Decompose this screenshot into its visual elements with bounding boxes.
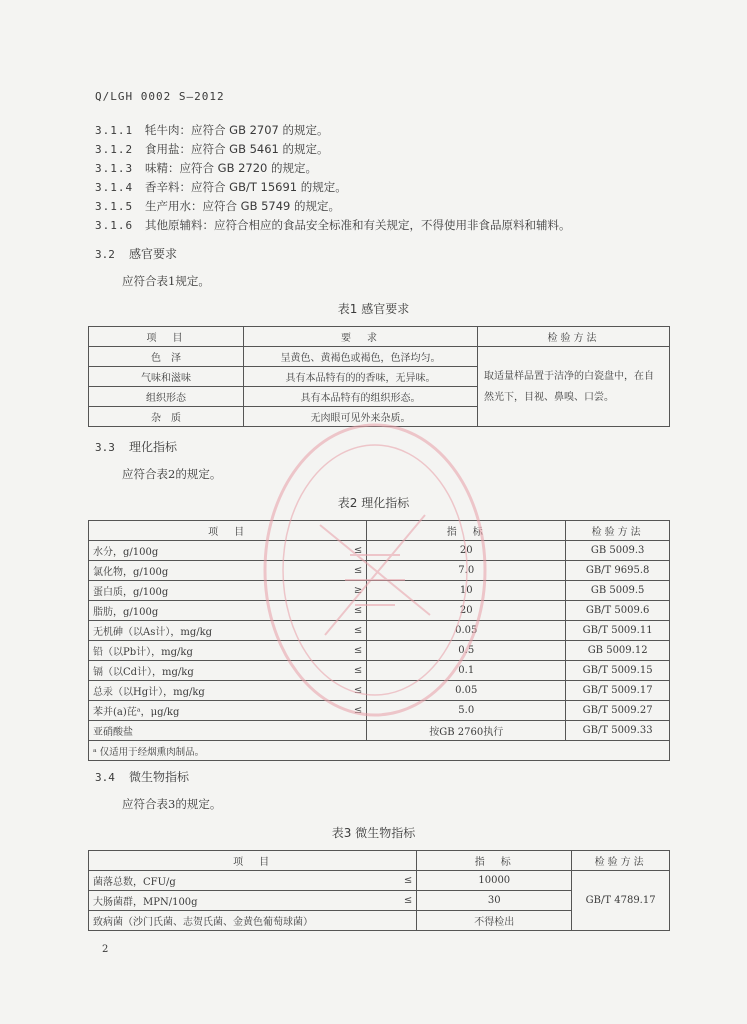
section-3-4-heading bbox=[95, 768, 189, 785]
method-cell: GB/T 5009.17 bbox=[566, 681, 670, 701]
value-cell: 5.0 bbox=[367, 701, 566, 721]
item-cell: 致病菌（沙门氏菌、志贺氏菌、金黄色葡萄球菌） bbox=[89, 911, 387, 931]
table1-caption: 表1 感官要求 bbox=[337, 302, 410, 316]
comparator-cell: ≤ bbox=[386, 871, 417, 891]
table-row bbox=[89, 347, 670, 367]
inspection-method-cell: 取适量样品置于洁净的白瓷盘中，在自然光下，目视、鼻嗅、口尝。 bbox=[478, 347, 670, 427]
clause-3-1-4 bbox=[95, 179, 347, 195]
method-cell: GB/T 9695.8 bbox=[566, 561, 670, 581]
item-cell: 菌落总数，CFU/g bbox=[89, 871, 387, 891]
table-cell: 杂 质 bbox=[89, 407, 244, 427]
clause-3-1-5 bbox=[95, 198, 340, 214]
item-cell: 蛋白质，g/100g bbox=[89, 581, 337, 601]
value-cell: 0.5 bbox=[367, 641, 566, 661]
comparator-cell: ≤ bbox=[336, 661, 367, 681]
clause-3-1-2 bbox=[95, 141, 329, 157]
item-cell: 亚硝酸盐 bbox=[89, 721, 337, 741]
clause-number: 3.1.4 bbox=[95, 181, 134, 194]
clause-text: 食用盐：应符合 GB 5461 的规定。 bbox=[145, 142, 329, 156]
clause-number: 3.1.1 bbox=[95, 124, 134, 137]
value-cell: 30 bbox=[417, 891, 572, 911]
item-cell: 苯并(a)芘ᵃ，μg/kg bbox=[89, 701, 337, 721]
table-row bbox=[89, 661, 670, 681]
table-header: 项 目 bbox=[89, 327, 244, 347]
section-title: 感官要求 bbox=[129, 247, 178, 261]
table-row bbox=[89, 871, 670, 891]
table-row bbox=[89, 561, 670, 581]
item-cell: 脂肪，g/100g bbox=[89, 601, 337, 621]
clause-number: 3.1.5 bbox=[95, 200, 134, 213]
table2-caption: 表2 理化指标 bbox=[337, 496, 410, 510]
table-cell: 组织形态 bbox=[89, 387, 244, 407]
comparator-cell bbox=[386, 911, 417, 931]
table-row bbox=[89, 601, 670, 621]
item-cell: 无机砷（以As计），mg/kg bbox=[89, 621, 337, 641]
section-number: 3.4 bbox=[95, 771, 115, 784]
value-cell: 7.0 bbox=[367, 561, 566, 581]
comparator-cell: ≤ bbox=[336, 641, 367, 661]
section-title: 理化指标 bbox=[129, 440, 178, 454]
table-header: 检验方法 bbox=[478, 327, 670, 347]
section-3-3-heading bbox=[95, 438, 177, 455]
item-cell: 水分，g/100g bbox=[89, 541, 337, 561]
table-header: 检验方法 bbox=[572, 851, 670, 871]
table-row bbox=[89, 681, 670, 701]
table-cell: 无肉眼可见外来杂质。 bbox=[244, 407, 478, 427]
clause-text: 味精：应符合 GB 2720 的规定。 bbox=[145, 161, 318, 175]
clause-text: 牦牛肉：应符合 GB 2707 的规定。 bbox=[145, 123, 329, 137]
table-cell: 气味和滋味 bbox=[89, 367, 244, 387]
section-3-3-text: 应符合表2的规定。 bbox=[122, 467, 222, 481]
item-cell: 氯化物，g/100g bbox=[89, 561, 337, 581]
comparator-cell bbox=[336, 721, 367, 741]
comparator-cell: ≤ bbox=[336, 541, 367, 561]
section-number: 3.2 bbox=[95, 248, 115, 261]
section-number: 3.3 bbox=[95, 441, 115, 454]
method-cell: GB/T 4789.17 bbox=[572, 871, 670, 931]
clause-3-1-3 bbox=[95, 160, 317, 176]
table-header: 指 标 bbox=[417, 851, 572, 871]
value-cell: 10 bbox=[367, 581, 566, 601]
value-cell: 0.05 bbox=[367, 681, 566, 701]
physicochemical-table bbox=[88, 520, 670, 761]
table-header: 项 目 bbox=[89, 851, 417, 871]
standard-number-header: Q/LGH 0002 S—2012 bbox=[95, 90, 225, 103]
item-cell: 铅（以Pb计），mg/kg bbox=[89, 641, 337, 661]
section-3-2-text: 应符合表1规定。 bbox=[122, 274, 210, 288]
item-cell: 总汞（以Hg计），mg/kg bbox=[89, 681, 337, 701]
table-header: 指 标 bbox=[367, 521, 566, 541]
comparator-cell: ≤ bbox=[336, 601, 367, 621]
comparator-cell: ≤ bbox=[336, 621, 367, 641]
value-cell: 不得检出 bbox=[417, 911, 572, 931]
value-cell: 0.05 bbox=[367, 621, 566, 641]
value-cell: 0.1 bbox=[367, 661, 566, 681]
table-row bbox=[89, 701, 670, 721]
item-cell: 大肠菌群，MPN/100g bbox=[89, 891, 387, 911]
method-cell: GB/T 5009.15 bbox=[566, 661, 670, 681]
section-3-2-heading bbox=[95, 245, 177, 262]
table-row bbox=[89, 621, 670, 641]
table-row bbox=[89, 721, 670, 741]
table-row bbox=[89, 581, 670, 601]
item-cell: 镉（以Cd计），mg/kg bbox=[89, 661, 337, 681]
method-cell: GB/T 5009.6 bbox=[566, 601, 670, 621]
value-cell: 20 bbox=[367, 601, 566, 621]
table-cell: 呈黄色、黄褐色或褐色，色泽均匀。 bbox=[244, 347, 478, 367]
table-row bbox=[89, 541, 670, 561]
comparator-cell: ≤ bbox=[336, 561, 367, 581]
value-cell: 按GB 2760执行 bbox=[367, 721, 566, 741]
table-cell: 具有本品特有的的香味，无异味。 bbox=[244, 367, 478, 387]
section-title: 微生物指标 bbox=[129, 770, 190, 784]
table-header: 项 目 bbox=[89, 521, 367, 541]
clause-text: 生产用水：应符合 GB 5749 的规定。 bbox=[145, 199, 341, 213]
table-header: 要 求 bbox=[244, 327, 478, 347]
microbial-table bbox=[88, 850, 670, 931]
page-number: 2 bbox=[102, 944, 109, 955]
method-cell: GB 5009.5 bbox=[566, 581, 670, 601]
table3-caption: 表3 微生物指标 bbox=[331, 826, 416, 840]
clause-text: 其他原辅料：应符合相应的食品安全标准和有关规定，不得使用非食品原料和辅料。 bbox=[145, 218, 571, 232]
clause-number: 3.1.2 bbox=[95, 143, 134, 156]
comparator-cell: ≥ bbox=[336, 581, 367, 601]
method-cell: GB 5009.3 bbox=[566, 541, 670, 561]
table-cell: 具有本品特有的组织形态。 bbox=[244, 387, 478, 407]
method-cell: GB/T 5009.11 bbox=[566, 621, 670, 641]
value-cell: 10000 bbox=[417, 871, 572, 891]
method-cell: GB/T 5009.27 bbox=[566, 701, 670, 721]
clause-number: 3.1.6 bbox=[95, 219, 134, 232]
comparator-cell: ≤ bbox=[386, 891, 417, 911]
clause-text: 香辛料：应符合 GB/T 15691 的规定。 bbox=[145, 180, 347, 194]
table-cell: 色 泽 bbox=[89, 347, 244, 367]
section-3-4-text: 应符合表3的规定。 bbox=[122, 797, 222, 811]
table-row bbox=[89, 641, 670, 661]
comparator-cell: ≤ bbox=[336, 681, 367, 701]
table-footnote: ᵃ 仅适用于经烟熏肉制品。 bbox=[89, 741, 670, 761]
sensory-table bbox=[88, 326, 670, 427]
clause-3-1-1 bbox=[95, 122, 329, 138]
table-header: 检验方法 bbox=[566, 521, 670, 541]
clause-3-1-6 bbox=[95, 217, 571, 233]
method-cell: GB/T 5009.33 bbox=[566, 721, 670, 741]
clause-number: 3.1.3 bbox=[95, 162, 134, 175]
comparator-cell: ≤ bbox=[336, 701, 367, 721]
method-cell: GB 5009.12 bbox=[566, 641, 670, 661]
value-cell: 20 bbox=[367, 541, 566, 561]
